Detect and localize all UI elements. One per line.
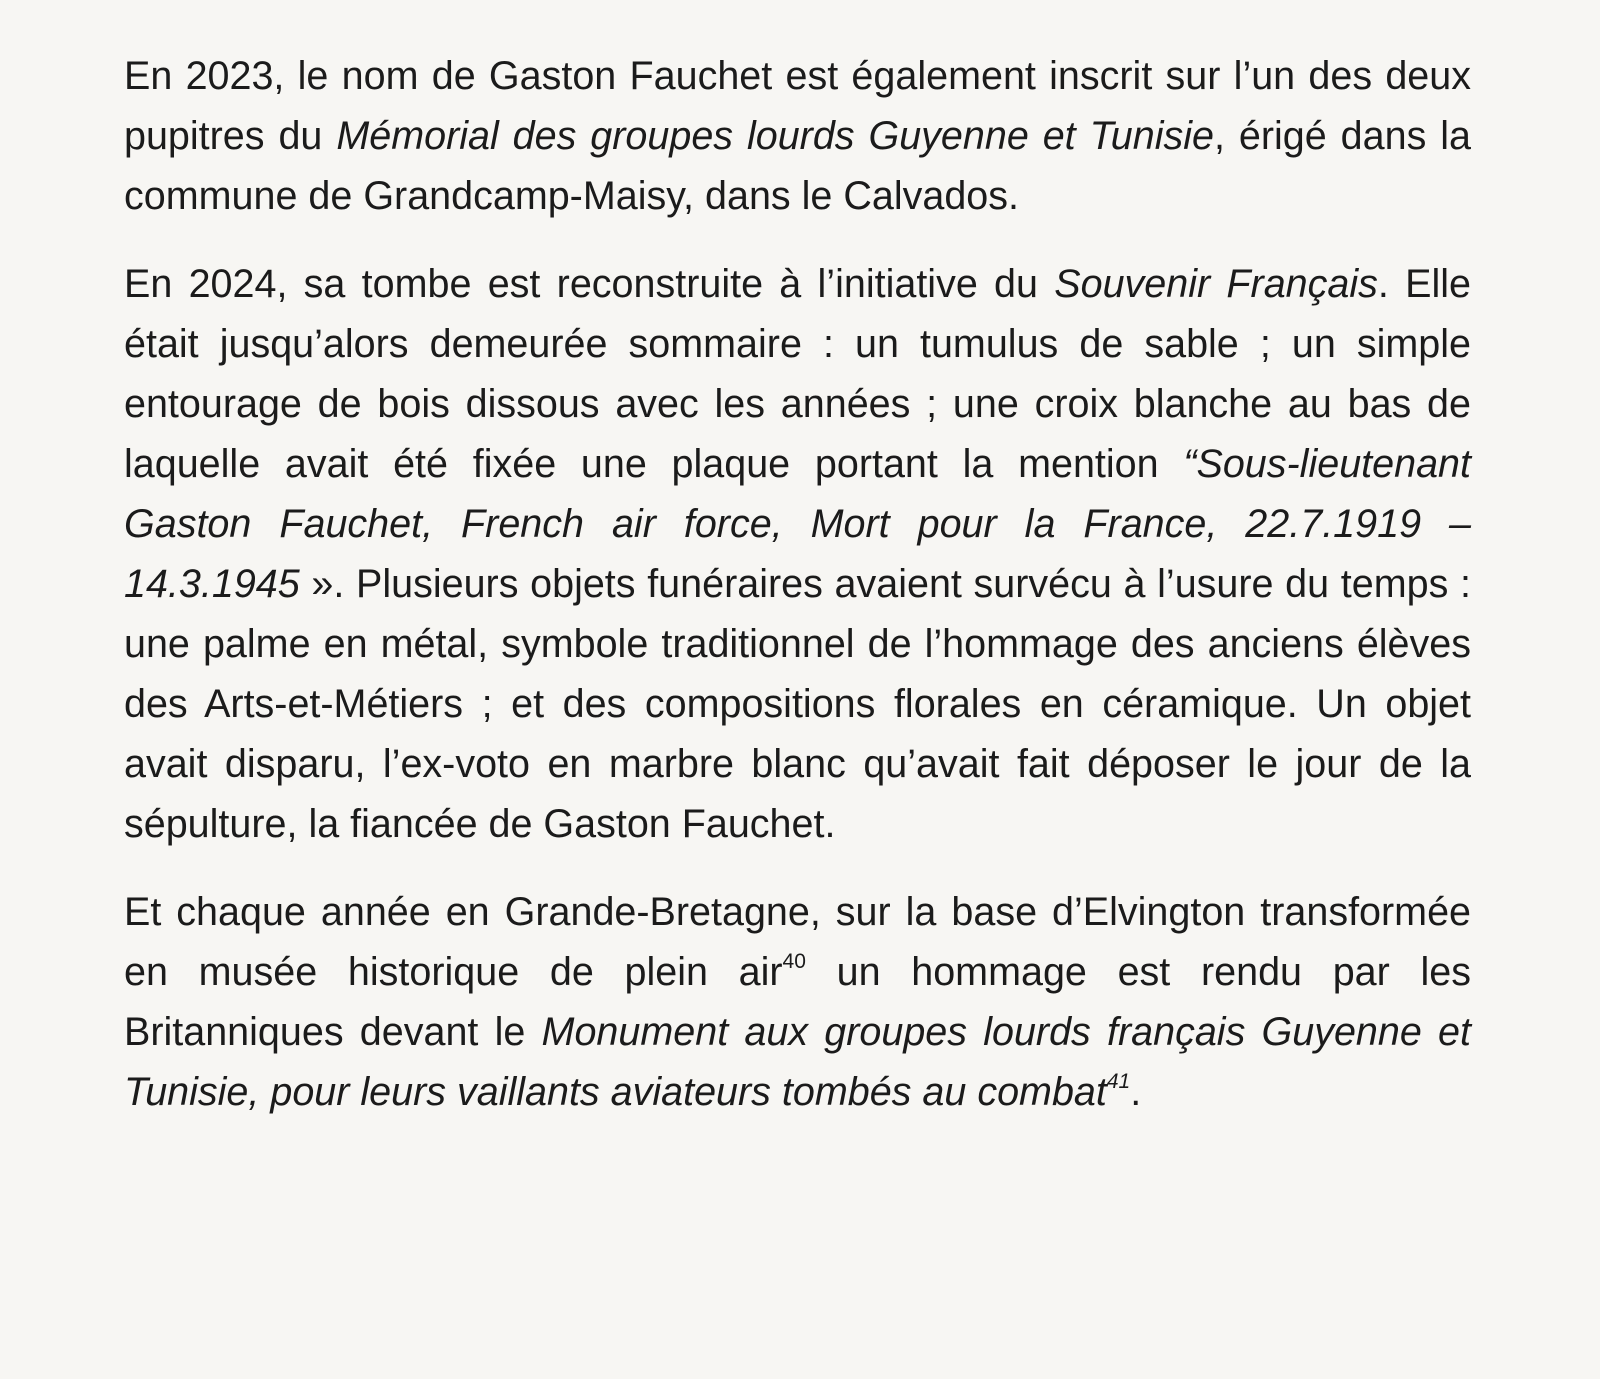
paragraph-tomb bbox=[124, 254, 1471, 854]
monument-title: Monument aux groupes lourds français Guyenne et Tunisie, pour leurs vaillants aviateurs tombés au combat bbox=[124, 1010, 1471, 1114]
text-run: un hommage est rendu par les Britanniques devant le bbox=[124, 950, 1471, 1054]
plaque-inscription: “Sous-lieutenant Gaston Fauchet, French air force, Mort pour la France, 22.7.1919 – 14.3.1945 bbox=[124, 442, 1471, 606]
text-run: Et chaque année en Grande-Bretagne, sur la base d’Elvington transformée en musée historique de plein air bbox=[124, 890, 1471, 994]
paragraph-memorial bbox=[124, 46, 1471, 226]
text-run: , érigé dans la commune de Grandcamp-Maisy, dans le Calvados. bbox=[124, 114, 1471, 218]
organization-name: Souvenir Français bbox=[1054, 262, 1378, 306]
body-text bbox=[124, 46, 1471, 1122]
footnote-ref-41: 41 bbox=[1106, 1070, 1131, 1093]
text-run: En 2024, sa tombe est reconstruite à l’initiative du bbox=[124, 262, 1055, 306]
text-run: En 2023, le nom de Gaston Fauchet est également inscrit sur l’un des deux pupitres du bbox=[124, 54, 1471, 158]
memorial-title: Mémorial des groupes lourds Guyenne et Tunisie bbox=[336, 114, 1214, 158]
text-run: . bbox=[1130, 1070, 1142, 1114]
text-run: ». Plusieurs objets funéraires avaient survécu à l’usure du temps : une palme en métal, symbole traditionnel de l’hommage des anciens élèves des Arts-et-Métiers ; et des compositions florales en céramique. Un objet avait disparu, l’ex-voto en marbre blanc qu’avait fait déposer le jour de la sépulture, la fiancée de Gaston Fauchet. bbox=[124, 562, 1471, 846]
text-run: . Elle était jusqu’alors demeurée sommaire : un tumulus de sable ; un simple entourage de bois dissous avec les années ; une croix blanche au bas de laquelle avait été fixée une plaque portant la mention bbox=[124, 262, 1471, 486]
footnote-ref-40: 40 bbox=[782, 950, 806, 973]
paragraph-elvington bbox=[124, 882, 1471, 1122]
